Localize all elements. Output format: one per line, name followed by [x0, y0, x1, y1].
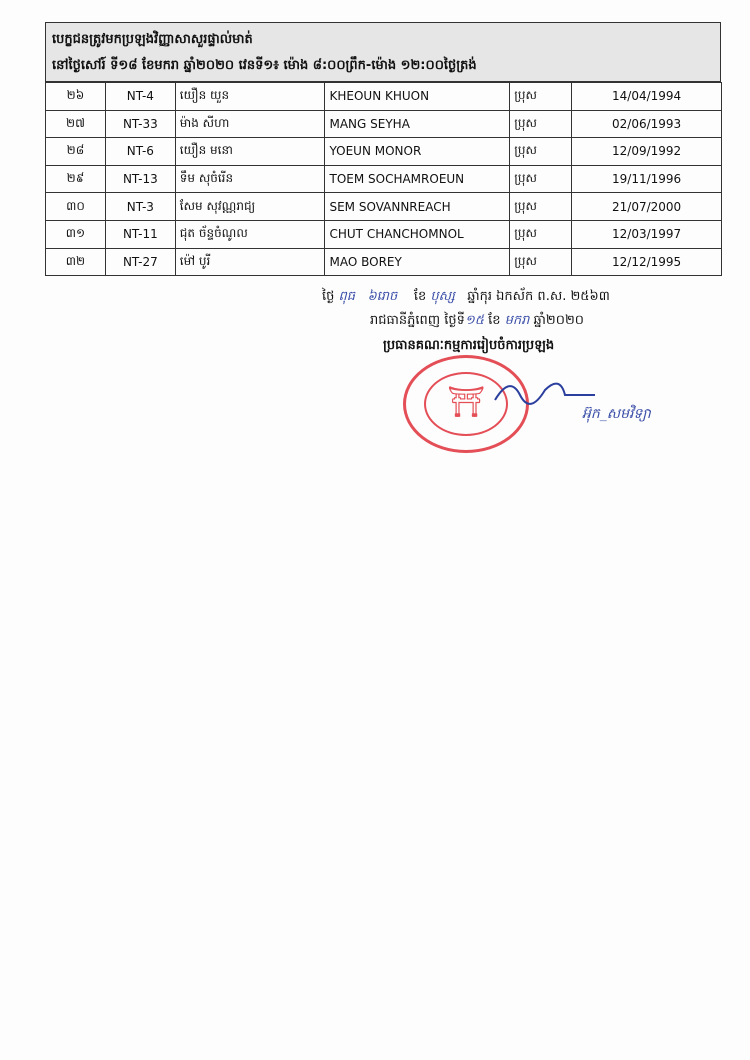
- cell-no: ២៧: [46, 110, 106, 138]
- year: ឆ្នាំ២០២០: [533, 313, 584, 328]
- cell-gender: ប្រុស: [510, 83, 572, 111]
- cell-no: ២៦: [46, 83, 106, 111]
- cell-dob: 21/07/2000: [572, 193, 722, 221]
- cell-name-kh: យឿន មនោ: [175, 138, 325, 166]
- header-line-1: បេក្ខជនត្រូវមកប្រឡងវិញ្ញាសាសួរផ្ទាល់មាត់: [52, 32, 253, 47]
- table-row: [46, 220, 722, 248]
- cell-name-en: SEM SOVANNREACH: [325, 193, 510, 221]
- cell-dob: 12/12/1995: [572, 248, 722, 276]
- label: ខែ: [413, 289, 427, 304]
- cell-dob: 14/04/1994: [572, 83, 722, 111]
- cell-name-kh: ម៉ាង សីហា: [175, 110, 325, 138]
- cell-name-kh: ជុត ច័ន្ទចំណូល: [175, 220, 325, 248]
- cell-no: ៣០: [46, 193, 106, 221]
- candidate-table: [45, 82, 722, 276]
- table-row: [46, 193, 722, 221]
- cell-gender: ប្រុស: [510, 165, 572, 193]
- cell-name-kh: យឿន យួន: [175, 83, 325, 111]
- cell-no: ២៨: [46, 138, 106, 166]
- handwritten-day: ពុធ: [338, 289, 356, 304]
- table-row: [46, 110, 722, 138]
- header-line-2: នៅថ្ងៃសៅរ៍ ទី១៨ ខែមករា ឆ្នាំ២០២០ វេនទី១៖ ម៉ោង ៨:០០ព្រឹក-ម៉ោង ១២:០០ថ្ងៃត្រង់: [52, 58, 477, 73]
- cell-name-en: CHUT CHANCHOMNOL: [325, 220, 510, 248]
- cell-dob: 12/09/1992: [572, 138, 722, 166]
- handwritten-date: ៦រោច: [367, 289, 398, 304]
- cell-name-en: MANG SEYHA: [325, 110, 510, 138]
- cell-no: ៣១: [46, 220, 106, 248]
- cell-name-kh: ទឹម សុចំរើន: [175, 165, 325, 193]
- label: រាជធានីភ្នំពេញ ថ្ងៃទី: [370, 313, 465, 328]
- signatory-name: អ៊ុក_សមវិទ្យា: [582, 406, 651, 422]
- cell-name-en: KHEOUN KHUON: [325, 83, 510, 111]
- cell-code: NT-6: [105, 138, 175, 166]
- cell-gender: ប្រុស: [510, 248, 572, 276]
- handwritten-month: មករា: [504, 313, 530, 328]
- label: ថ្ងៃ: [322, 289, 335, 304]
- table-row: [46, 248, 722, 276]
- cell-name-en: MAO BOREY: [325, 248, 510, 276]
- table-row: [46, 165, 722, 193]
- label: ខែ: [488, 313, 501, 328]
- signatory-title: ប្រធានគណៈកម្មការរៀបចំការប្រឡង: [383, 338, 555, 353]
- cell-gender: ប្រុស: [510, 193, 572, 221]
- cell-name-kh: ម៉ៅ បូរី: [175, 248, 325, 276]
- cell-dob: 19/11/1996: [572, 165, 722, 193]
- place-date-line: [370, 312, 584, 331]
- lunar-date-line: [322, 288, 610, 307]
- temple-emblem-icon: ⛩: [424, 372, 508, 436]
- cell-dob: 12/03/1997: [572, 220, 722, 248]
- cell-no: ២៩: [46, 165, 106, 193]
- cell-gender: ប្រុស: [510, 138, 572, 166]
- cell-name-en: YOEUN MONOR: [325, 138, 510, 166]
- cell-dob: 02/06/1993: [572, 110, 722, 138]
- cell-code: NT-4: [105, 83, 175, 111]
- cell-name-kh: សែម សុវណ្ណរាជ្យ: [175, 193, 325, 221]
- lunar-year: ឆ្នាំកុរ ឯកស័ក ព.ស. ២៥៦៣: [467, 289, 610, 304]
- cell-gender: ប្រុស: [510, 220, 572, 248]
- table-header-box: [45, 22, 721, 82]
- table-row: [46, 83, 722, 111]
- table-row: [46, 138, 722, 166]
- handwritten-day: ១៥: [464, 313, 484, 328]
- handwritten-month: បុស្ស: [430, 289, 455, 304]
- cell-gender: ប្រុស: [510, 110, 572, 138]
- cell-code: NT-3: [105, 193, 175, 221]
- cell-code: NT-33: [105, 110, 175, 138]
- cell-code: NT-27: [105, 248, 175, 276]
- cell-no: ៣២: [46, 248, 106, 276]
- cell-code: NT-11: [105, 220, 175, 248]
- cell-code: NT-13: [105, 165, 175, 193]
- cell-name-en: TOEM SOCHAMROEUN: [325, 165, 510, 193]
